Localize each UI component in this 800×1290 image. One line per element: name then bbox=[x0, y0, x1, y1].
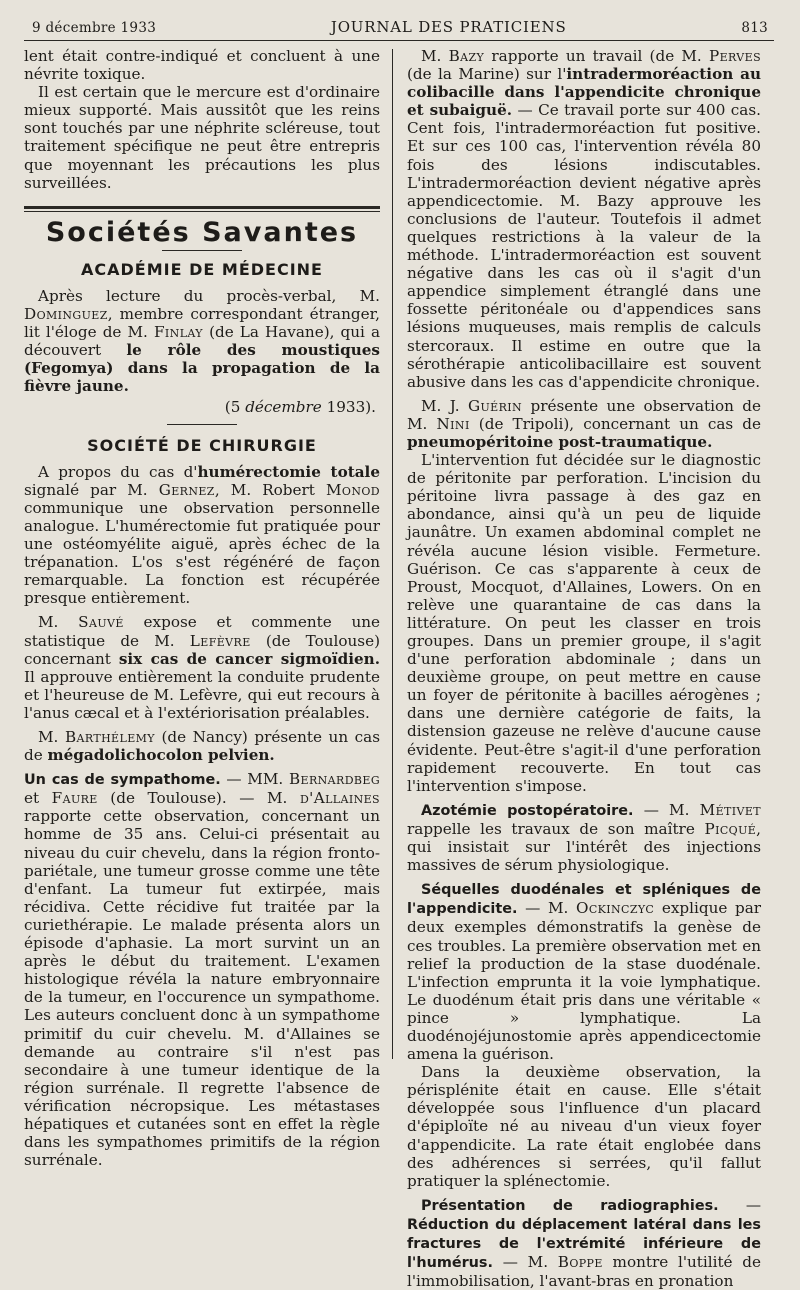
text: — M. bbox=[643, 800, 690, 819]
text: (de La Havane), qui a découvert bbox=[24, 323, 381, 360]
author-name: Finlay bbox=[153, 323, 203, 342]
paragraph bbox=[24, 287, 380, 396]
text: Il approuve entièrement la conduite prudente et l'heureuse de M. Lefèvre, qui eut recours à l'anus cæcal et à l'extériorisation préalables. bbox=[24, 667, 380, 722]
author-name: Sauvé bbox=[78, 613, 124, 632]
text: explique par deux exemples démonstratifs la genèse de ces troubles. La première observation met en relief la production de la stase duodénale. L'infection emprunta it la voie lymphatique. Le duodénum était pris dans une véritable « pince » lymphatique. La duodénojéjunostomie après appendicectomie amena la guérison. bbox=[407, 899, 762, 1064]
text: , M. Robert bbox=[214, 480, 315, 499]
text: — Ce travail porte sur 400 cas. Cent fois, l'intradermoréaction fut positive. Et sur ces 100 cas, l'intervention révéla 80 fois des lésions indiscutables. L'intradermoréaction devient négative après appendicectomie. M. Bazy approuve les conclusions de l'auteur. Toutefois il admet quelques restrictions à la valeur de la méthode. L'intradermoréaction est souvent négative dans les cas où il s'agit d'un appendice simplement étranglé dans une fossette péritonéale ou d'appendices sans lésions muqueuses, mais remplis de calculs stercoraux. Il estime en outre que la sérothérapie anticolibacillaire est souvent abusive dans les cas d'appendicite chronique. bbox=[407, 101, 761, 391]
section-divider bbox=[24, 206, 380, 212]
author-name: Faure bbox=[51, 789, 98, 808]
paragraph: L'intervention fut décidée sur le diagnostic de péritonite par perforation. L'incision du péritoine livra passage à des gaz en abondance, ainsi qu'à un peu de liquide jaunâtre. Un examen abdominal complet ne révéla aucune lésion visible. Fermeture. Guérison. Ce cas s'apparente à ceux de Proust, Mocquot, d'Allaines, Lowers. On en relève une quarantaine de cas dans la littérature. On peut les classer en trois groupes. Dans un premier groupe, il s'agit d'une perforation abdominale ; dans un deuxième groupe, on peut mettre en cause un foyer de péritonite à bacilles aérogènes ; dans une dernière catégorie de faits, la distension gazeuse ne relève d'aucune cause évidente. Peut-être s'agit-il d'une perforation rapidement recouverte. En tout cas l'intervention s'impose. bbox=[407, 451, 761, 795]
text: montre l'utilité de l'immobilisation, l'avant-bras en pronation bbox=[407, 1253, 762, 1290]
text: — MM. bbox=[226, 770, 284, 789]
page-number: 813 bbox=[741, 20, 768, 36]
issue-date: 9 décembre 1933 bbox=[32, 20, 157, 36]
author-name: Lefèvre bbox=[189, 631, 251, 650]
bold-topic: pneumopéritoine post-traumatique. bbox=[407, 432, 713, 451]
text: — M. bbox=[502, 1253, 549, 1272]
text: (de Tripoli), concernant un cas de bbox=[478, 414, 762, 433]
text: A propos du cas d' bbox=[38, 462, 198, 481]
author-name: Gernez bbox=[158, 480, 215, 499]
paragraph bbox=[407, 397, 761, 451]
text: Après lecture du procès-verbal, M. bbox=[38, 286, 380, 305]
text: (de la Marine) sur l' bbox=[407, 65, 567, 84]
author-name: Monod bbox=[325, 480, 380, 499]
text: (de Toulouse) concernant bbox=[24, 631, 381, 668]
academie-heading: ACADÉMIE DE MÉDECINE bbox=[81, 259, 323, 279]
paragraph bbox=[24, 463, 380, 608]
author-name: Dominguez bbox=[24, 305, 108, 324]
text: — bbox=[745, 1195, 761, 1214]
text: M. J. bbox=[421, 396, 460, 415]
text: (de Toulouse). — M. bbox=[110, 789, 288, 808]
text: M. bbox=[38, 613, 59, 632]
text: signalé par M. bbox=[24, 480, 148, 499]
chirurgie-heading: SOCIÉTÉ DE CHIRURGIE bbox=[87, 435, 317, 455]
paragraph bbox=[24, 613, 380, 722]
right-column bbox=[399, 47, 761, 1290]
text: communique une observation personnelle analogue. L'humérectomie fut pratiquée pour une ostéomyélite aiguë, après échec de la trépanation. L'os s'est régénéré de façon remarquable. La fonction est récupérée presque entièrement. bbox=[24, 498, 380, 608]
text: — M. bbox=[525, 899, 569, 918]
paragraph: Il est certain que le mercure est d'ordinaire mieux supporté. Mais aussitôt que les reins sont touchés par une néphrite scléreuse, tout traitement spécifique ne peut être entrepris que moyennant les précautions les plus surveillées. bbox=[24, 83, 380, 192]
author-name: Boppe bbox=[557, 1253, 603, 1272]
paragraph bbox=[24, 770, 380, 1169]
text: M. bbox=[38, 728, 59, 746]
author-name: Guérin bbox=[467, 396, 523, 415]
bold-topic: Azotémie postopératoire. bbox=[421, 802, 634, 819]
text: rapporte cette observation, concernant un homme de 35 ans. Celui-ci présentait au niveau du cuir chevelu, dans la région fronto-pariétale, une tumeur grosse comme une tête d'enfant. La tumeur fut extirpée, mais récidiva. Cette récidive fut traitée par la curiethérapie. Le malade présenta alors un épisode d'aphasie. La mort survint un an après le début du traitement. L'examen histologique révéla la nature embryonnaire de la tumeur, en l'occurence un sympathome. Les auteurs concluent donc à un sympathome primitif du cuir chevelu. M. d'Allaines se demande au contraire s'il n'est pas secondaire à une tumeur identique de la région surrénale. Il regrette l'absence de vérification nécropsique. Les métastases hépatiques et cutanées sont en effet la règle dans les sympathomes primitifs de la région surrénale. bbox=[24, 807, 380, 1170]
text: M. bbox=[421, 47, 442, 65]
column-rule bbox=[392, 49, 393, 1059]
paragraph bbox=[24, 728, 380, 764]
session-date bbox=[24, 398, 380, 416]
text: (de Nancy) présente un cas de bbox=[24, 728, 380, 765]
author-name: Barthélemy bbox=[64, 728, 155, 746]
paragraph: lent était contre-indiqué et concluent à une névrite toxique. bbox=[24, 47, 380, 84]
text: rapporte un travail (de M. bbox=[491, 47, 702, 65]
title-underline bbox=[162, 250, 242, 251]
bold-topic: six cas de cancer sigmoïdien. bbox=[118, 649, 381, 668]
author-name: d'Allaines bbox=[299, 789, 380, 808]
text: (5 bbox=[224, 397, 241, 416]
journal-title: JOURNAL DES PRATICIENS bbox=[330, 18, 567, 36]
two-column-body bbox=[24, 47, 774, 1290]
bold-topic: Présentation de radiographies. bbox=[421, 1197, 719, 1214]
bold-topic: intradermoréaction au colibacille dans l'appendicite chronique et subaiguë. bbox=[407, 65, 761, 120]
bold-topic: le rôle des moustiques (Fegomya) dans la propagation de la fièvre jaune. bbox=[24, 341, 380, 396]
author-name: Picqué bbox=[704, 819, 757, 838]
text: présente une observation de M. bbox=[407, 396, 762, 433]
paragraph bbox=[407, 880, 761, 1063]
text: , membre correspondant étranger, lit l'éloge de M. bbox=[24, 305, 380, 342]
author-name: Ockinczyc bbox=[576, 899, 655, 918]
paragraph bbox=[407, 1196, 761, 1290]
bold-topic: humérectomie totale bbox=[197, 462, 380, 481]
text: 1933). bbox=[326, 397, 376, 416]
header-rule bbox=[24, 40, 774, 41]
divider bbox=[167, 424, 237, 425]
author-name: Bazy bbox=[448, 47, 485, 65]
bold-topic: Réduction du déplacement latéral dans les fractures de l'extrémité inférieure de l'humérus. bbox=[407, 1216, 761, 1272]
left-column bbox=[24, 47, 386, 1290]
text: décembre bbox=[245, 397, 322, 416]
text: rappelle les travaux de son maître bbox=[407, 819, 695, 838]
paragraph bbox=[407, 47, 761, 391]
bold-topic: mégadolichocolon pelvien. bbox=[47, 746, 275, 765]
author-name: Bernardbeg bbox=[288, 770, 381, 789]
bold-topic: Séquelles duodénales et spléniques de l'appendicite. bbox=[407, 882, 761, 918]
paragraph bbox=[407, 801, 761, 874]
section-title: Sociétés Savantes bbox=[45, 216, 359, 248]
running-head bbox=[24, 18, 774, 40]
bold-topic: Un cas de sympathome. bbox=[24, 772, 221, 789]
text: expose et commente une statistique de M. bbox=[24, 613, 381, 650]
text: et bbox=[24, 789, 40, 808]
author-name: Nini bbox=[436, 414, 470, 433]
text: , qui insistait sur l'intérêt des injections massives de sérum physiologique. bbox=[407, 819, 761, 875]
author-name: Métivet bbox=[699, 800, 761, 819]
paragraph: Dans la deuxième observation, la périsplénite était en cause. Elle s'était développée sous l'influence d'un placard d'épiploïte né au niveau d'un vieux foyer d'appendicite. La rate était englobée dans des adhérences si serrées, qu'il fallut pratiquer la splénectomie. bbox=[407, 1063, 761, 1190]
author-name: Perves bbox=[708, 47, 762, 65]
